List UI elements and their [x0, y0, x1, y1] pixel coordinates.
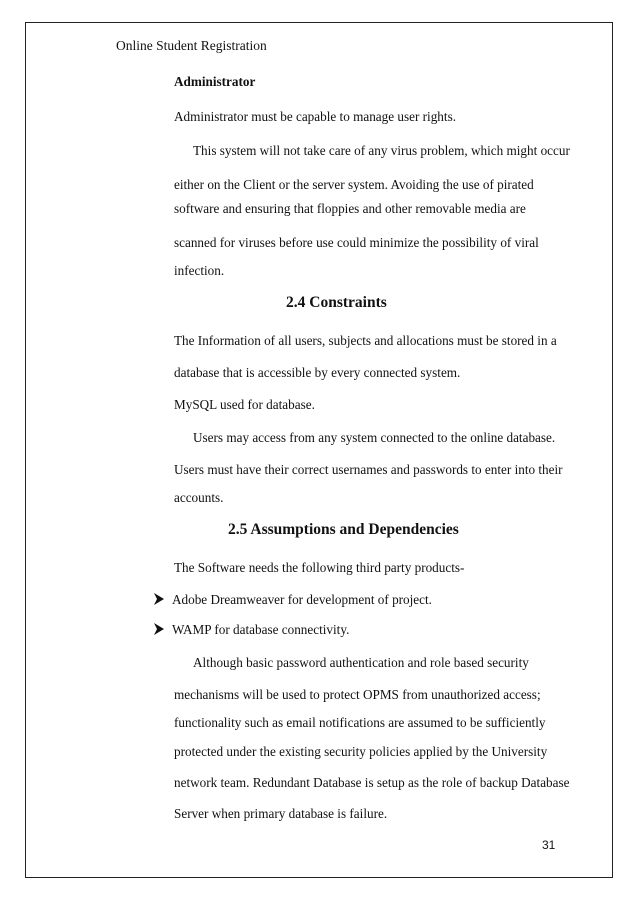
virus-paragraph-line-5: infection. [174, 263, 225, 278]
list-item-label: WAMP for database connectivity. [172, 622, 350, 637]
running-header: Online Student Registration [116, 38, 267, 53]
security-paragraph-line-5: network team. Redundant Database is setup as the role of backup Database [174, 775, 570, 790]
users-paragraph-line-1: Users may access from any system connected to the online database. [193, 430, 556, 445]
administrator-heading: Administrator [174, 74, 256, 89]
constraints-paragraph-line-2: database that is accessible by every connected system. [174, 365, 461, 380]
security-paragraph-line-2: mechanisms will be used to protect OPMS from unauthorized access; [174, 687, 541, 702]
virus-paragraph-line-3: software and ensuring that floppies and other removable media are [174, 201, 526, 216]
virus-paragraph-line-2: either on the Client or the server system. Avoiding the use of pirated [174, 177, 534, 192]
security-paragraph-line-4: protected under the existing security policies applied by the University [174, 744, 548, 759]
list-item [154, 622, 349, 638]
arrowhead-bullet-icon [154, 623, 164, 635]
list-item [154, 592, 432, 608]
security-paragraph-line-1: Although basic password authentication and role based security [193, 655, 529, 670]
security-paragraph-line-6: Server when primary database is failure. [174, 806, 388, 821]
arrowhead-bullet-icon [154, 593, 164, 605]
administrator-line: Administrator must be capable to manage user rights. [174, 109, 456, 124]
constraints-paragraph-line-1: The Information of all users, subjects and allocations must be stored in a [174, 333, 557, 348]
users-paragraph-line-2: Users must have their correct usernames and passwords to enter into their [174, 462, 563, 477]
mysql-line: MySQL used for database. [174, 397, 315, 412]
assumptions-intro: The Software needs the following third party products- [174, 560, 465, 575]
assumptions-heading: 2.5 Assumptions and Dependencies [228, 521, 459, 538]
virus-paragraph-line-1: This system will not take care of any virus problem, which might occur [193, 143, 570, 158]
virus-paragraph-line-4: scanned for viruses before use could minimize the possibility of viral [174, 235, 539, 250]
constraints-heading: 2.4 Constraints [286, 294, 387, 311]
users-paragraph-line-3: accounts. [174, 490, 224, 505]
list-item-label: Adobe Dreamweaver for development of project. [172, 592, 432, 607]
security-paragraph-line-3: functionality such as email notifications are assumed to be sufficiently [174, 715, 546, 730]
page-number: 31 [542, 838, 556, 852]
